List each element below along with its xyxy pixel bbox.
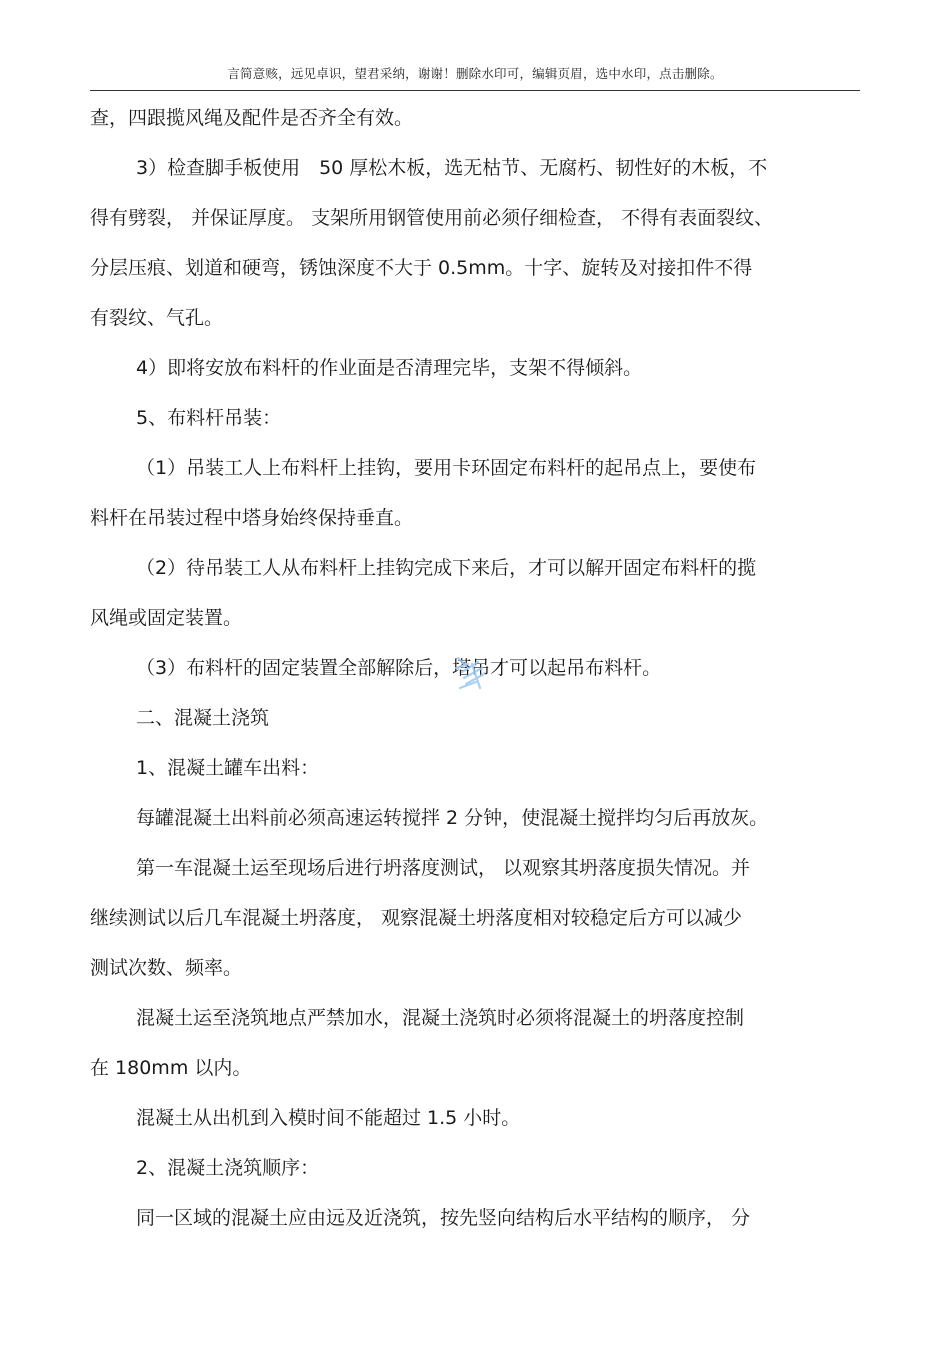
body-line: （2）待吊装工人从布料杆上挂钩完成下来后，才可以解开固定布料杆的揽 [136, 557, 757, 579]
body-line: 有裂纹、气孔。 [90, 307, 224, 329]
body-line: 分层压痕、划道和硬弯，锈蚀深度不大于 0.5mm。十字、旋转及对接扣件不得 [90, 257, 753, 279]
watermark-icon [448, 650, 492, 698]
body-line: 同一区域的混凝土应由远及近浇筑，按先竖向结构后水平结构的顺序， 分 [136, 1207, 751, 1229]
body-line: 混凝土运至浇筑地点严禁加水，混凝土浇筑时必须将混凝土的坍落度控制 [136, 1007, 745, 1029]
section-heading: 二、混凝土浇筑 [136, 707, 270, 729]
header-divider [90, 90, 860, 91]
body-line: 混凝土从出机到入模时间不能超过 1.5 小时。 [136, 1107, 521, 1129]
body-line: 3）检查脚手板使用 50 厚松木板，选无枯节、无腐朽、韧性好的木板，不 [136, 157, 768, 179]
section-heading: 1、混凝土罐车出料： [136, 757, 320, 779]
body-line: 4）即将安放布料杆的作业面是否清理完毕，支架不得倾斜。 [136, 357, 643, 379]
page-header: 言简意赅，远见卓识，望君采纳，谢谢！删除水印可，编辑页眉，选中水印，点击删除。 [227, 66, 723, 81]
body-line: 查，四跟揽风绳及配件是否齐全有效。 [90, 107, 414, 129]
body-line: 风绳或固定装置。 [90, 607, 243, 629]
body-line: （1）吊装工人上布料杆上挂钩，要用卡环固定布料杆的起吊点上，要使布 [136, 457, 757, 479]
body-line: （3）布料杆的固定装置全部解除后，塔吊才可以起吊布料杆。 [136, 657, 662, 679]
section-heading: 2、混凝土浇筑顺序： [136, 1157, 320, 1179]
body-line: 在 180mm 以内。 [90, 1057, 252, 1079]
body-line: 测试次数、频率。 [90, 957, 243, 979]
body-line: 继续测试以后几车混凝土坍落度， 观察混凝土坍落度相对较稳定后方可以减少 [90, 907, 743, 929]
body-line: 每罐混凝土出料前必须高速运转搅拌 2 分钟，使混凝土搅拌均匀后再放灰。 [136, 807, 769, 829]
body-line: 第一车混凝土运至现场后进行坍落度测试， 以观察其坍落度损失情况。并 [136, 857, 751, 879]
section-heading: 5、布料杆吊装： [136, 407, 282, 429]
body-line: 得有劈裂， 并保证厚度。 支架所用钢管使用前必须仔细检查， 不得有表面裂纹、 [90, 207, 774, 229]
body-line: 料杆在吊装过程中塔身始终保持垂直。 [90, 507, 414, 529]
